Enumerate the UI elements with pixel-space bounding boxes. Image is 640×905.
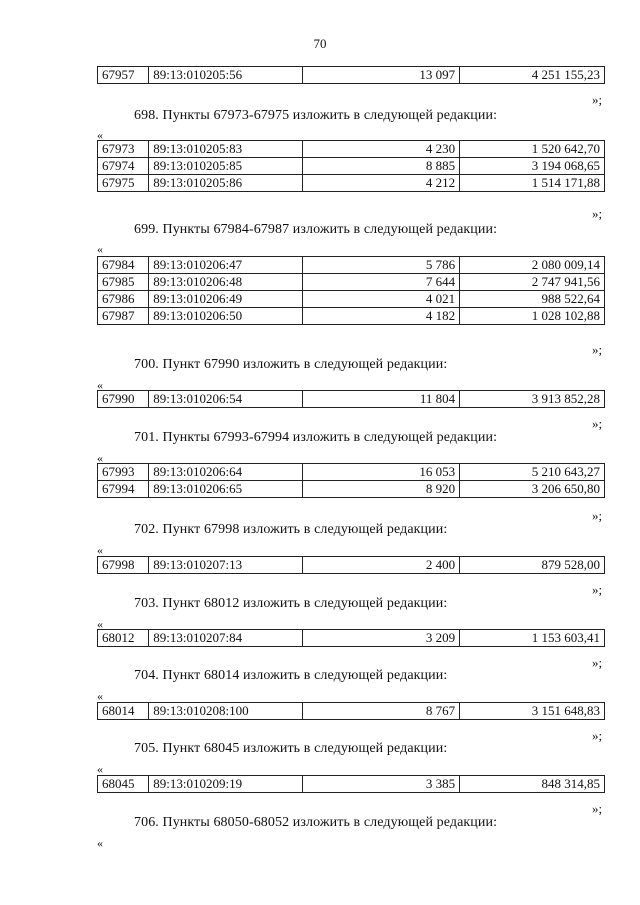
close-quote: »; (592, 728, 603, 743)
row-number: 67986 (98, 291, 149, 308)
close-quote: »; (592, 655, 603, 670)
open-quote: « (97, 543, 103, 557)
registry-table-1 (97, 140, 605, 192)
open-quote: « (97, 128, 103, 142)
cadastral-number: 89:13:010208:100 (149, 703, 303, 720)
cadastral-number: 89:13:010206:54 (149, 391, 303, 408)
row-number: 67973 (98, 141, 149, 158)
table-row (98, 481, 605, 498)
cadastral-number: 89:13:010206:65 (149, 481, 303, 498)
row-number: 67990 (98, 391, 149, 408)
open-quote: « (97, 378, 103, 392)
cadastral-value: 1 028 102,88 (460, 308, 605, 325)
row-number: 67957 (98, 67, 149, 84)
section-heading: 702. Пункт 67998 изложить в следующей редакции: (134, 522, 448, 537)
table-row (98, 464, 605, 481)
cadastral-number: 89:13:010206:49 (149, 291, 303, 308)
section-heading: 703. Пункт 68012 изложить в следующей редакции: (134, 596, 448, 611)
row-number: 67975 (98, 175, 149, 192)
area-value: 3 385 (303, 776, 460, 793)
close-quote: »; (592, 801, 603, 816)
registry-table-2 (97, 256, 605, 325)
area-value: 5 786 (303, 257, 460, 274)
cadastral-value: 848 314,85 (460, 776, 605, 793)
area-value: 16 053 (303, 464, 460, 481)
row-number: 67984 (98, 257, 149, 274)
cadastral-number: 89:13:010205:56 (149, 67, 303, 84)
cadastral-value: 2 080 009,14 (460, 257, 605, 274)
area-value: 8 767 (303, 703, 460, 720)
cadastral-value: 3 151 648,83 (460, 703, 605, 720)
registry-table-8 (97, 775, 605, 793)
row-number: 68045 (98, 776, 149, 793)
area-value: 2 400 (303, 557, 460, 574)
close-quote: »; (592, 92, 603, 107)
section-heading: 699. Пункты 67984-67987 изложить в следующей редакции: (134, 222, 498, 237)
cadastral-value: 3 206 650,80 (460, 481, 605, 498)
registry-table-6 (97, 629, 605, 647)
registry-table-4 (97, 463, 605, 498)
open-quote: « (97, 836, 103, 850)
cadastral-number: 89:13:010206:47 (149, 257, 303, 274)
area-value: 4 212 (303, 175, 460, 192)
cadastral-value: 5 210 643,27 (460, 464, 605, 481)
area-value: 13 097 (303, 67, 460, 84)
cadastral-value: 1 153 603,41 (460, 630, 605, 647)
table-row (98, 776, 605, 793)
cadastral-value: 879 528,00 (460, 557, 605, 574)
open-quote: « (97, 617, 103, 631)
section-heading: 701. Пункты 67993-67994 изложить в следующей редакции: (134, 430, 498, 445)
row-number: 67974 (98, 158, 149, 175)
cadastral-value: 3 194 068,65 (460, 158, 605, 175)
open-quote: « (97, 451, 103, 465)
table-row (98, 141, 605, 158)
cadastral-number: 89:13:010206:50 (149, 308, 303, 325)
section-heading: 705. Пункт 68045 изложить в следующей редакции: (134, 741, 448, 756)
table-row (98, 67, 605, 84)
cadastral-number: 89:13:010209:19 (149, 776, 303, 793)
row-number: 68014 (98, 703, 149, 720)
registry-table-7 (97, 702, 605, 720)
cadastral-value: 2 747 941,56 (460, 274, 605, 291)
table-row (98, 257, 605, 274)
section-heading: 704. Пункт 68014 изложить в следующей редакции: (134, 668, 448, 683)
registry-table-3 (97, 390, 605, 408)
open-quote: « (97, 689, 103, 703)
cadastral-number: 89:13:010207:84 (149, 630, 303, 647)
table-row (98, 630, 605, 647)
row-number: 68012 (98, 630, 149, 647)
table-row (98, 703, 605, 720)
area-value: 4 230 (303, 141, 460, 158)
table-row (98, 274, 605, 291)
cadastral-number: 89:13:010207:13 (149, 557, 303, 574)
cadastral-value: 4 251 155,23 (460, 67, 605, 84)
close-quote: »; (592, 582, 603, 597)
section-heading: 706. Пункты 68050-68052 изложить в следующей редакции: (134, 815, 498, 830)
section-heading: 700. Пункт 67990 изложить в следующей редакции: (134, 357, 448, 372)
cadastral-value: 988 522,64 (460, 291, 605, 308)
cadastral-value: 1 520 642,70 (460, 141, 605, 158)
close-quote: »; (592, 342, 603, 357)
cadastral-number: 89:13:010205:83 (149, 141, 303, 158)
page-number: 70 (313, 36, 327, 51)
cadastral-number: 89:13:010205:85 (149, 158, 303, 175)
row-number: 67994 (98, 481, 149, 498)
area-value: 8 920 (303, 481, 460, 498)
row-number: 67985 (98, 274, 149, 291)
close-quote: »; (592, 508, 603, 523)
table-row (98, 175, 605, 192)
cadastral-number: 89:13:010205:86 (149, 175, 303, 192)
area-value: 7 644 (303, 274, 460, 291)
row-number: 67987 (98, 308, 149, 325)
close-quote: »; (592, 206, 603, 221)
cadastral-number: 89:13:010206:64 (149, 464, 303, 481)
table-row (98, 308, 605, 325)
table-row (98, 391, 605, 408)
area-value: 8 885 (303, 158, 460, 175)
table-row (98, 291, 605, 308)
close-quote: »; (592, 416, 603, 431)
area-value: 4 182 (303, 308, 460, 325)
open-quote: « (97, 242, 103, 256)
table-row (98, 557, 605, 574)
cadastral-value: 1 514 171,88 (460, 175, 605, 192)
registry-table-5 (97, 556, 605, 574)
registry-table-0 (97, 66, 605, 84)
cadastral-value: 3 913 852,28 (460, 391, 605, 408)
area-value: 11 804 (303, 391, 460, 408)
area-value: 4 021 (303, 291, 460, 308)
row-number: 67993 (98, 464, 149, 481)
section-heading: 698. Пункты 67973-67975 изложить в следующей редакции: (134, 108, 498, 123)
open-quote: « (97, 762, 103, 776)
row-number: 67998 (98, 557, 149, 574)
table-row (98, 158, 605, 175)
area-value: 3 209 (303, 630, 460, 647)
cadastral-number: 89:13:010206:48 (149, 274, 303, 291)
